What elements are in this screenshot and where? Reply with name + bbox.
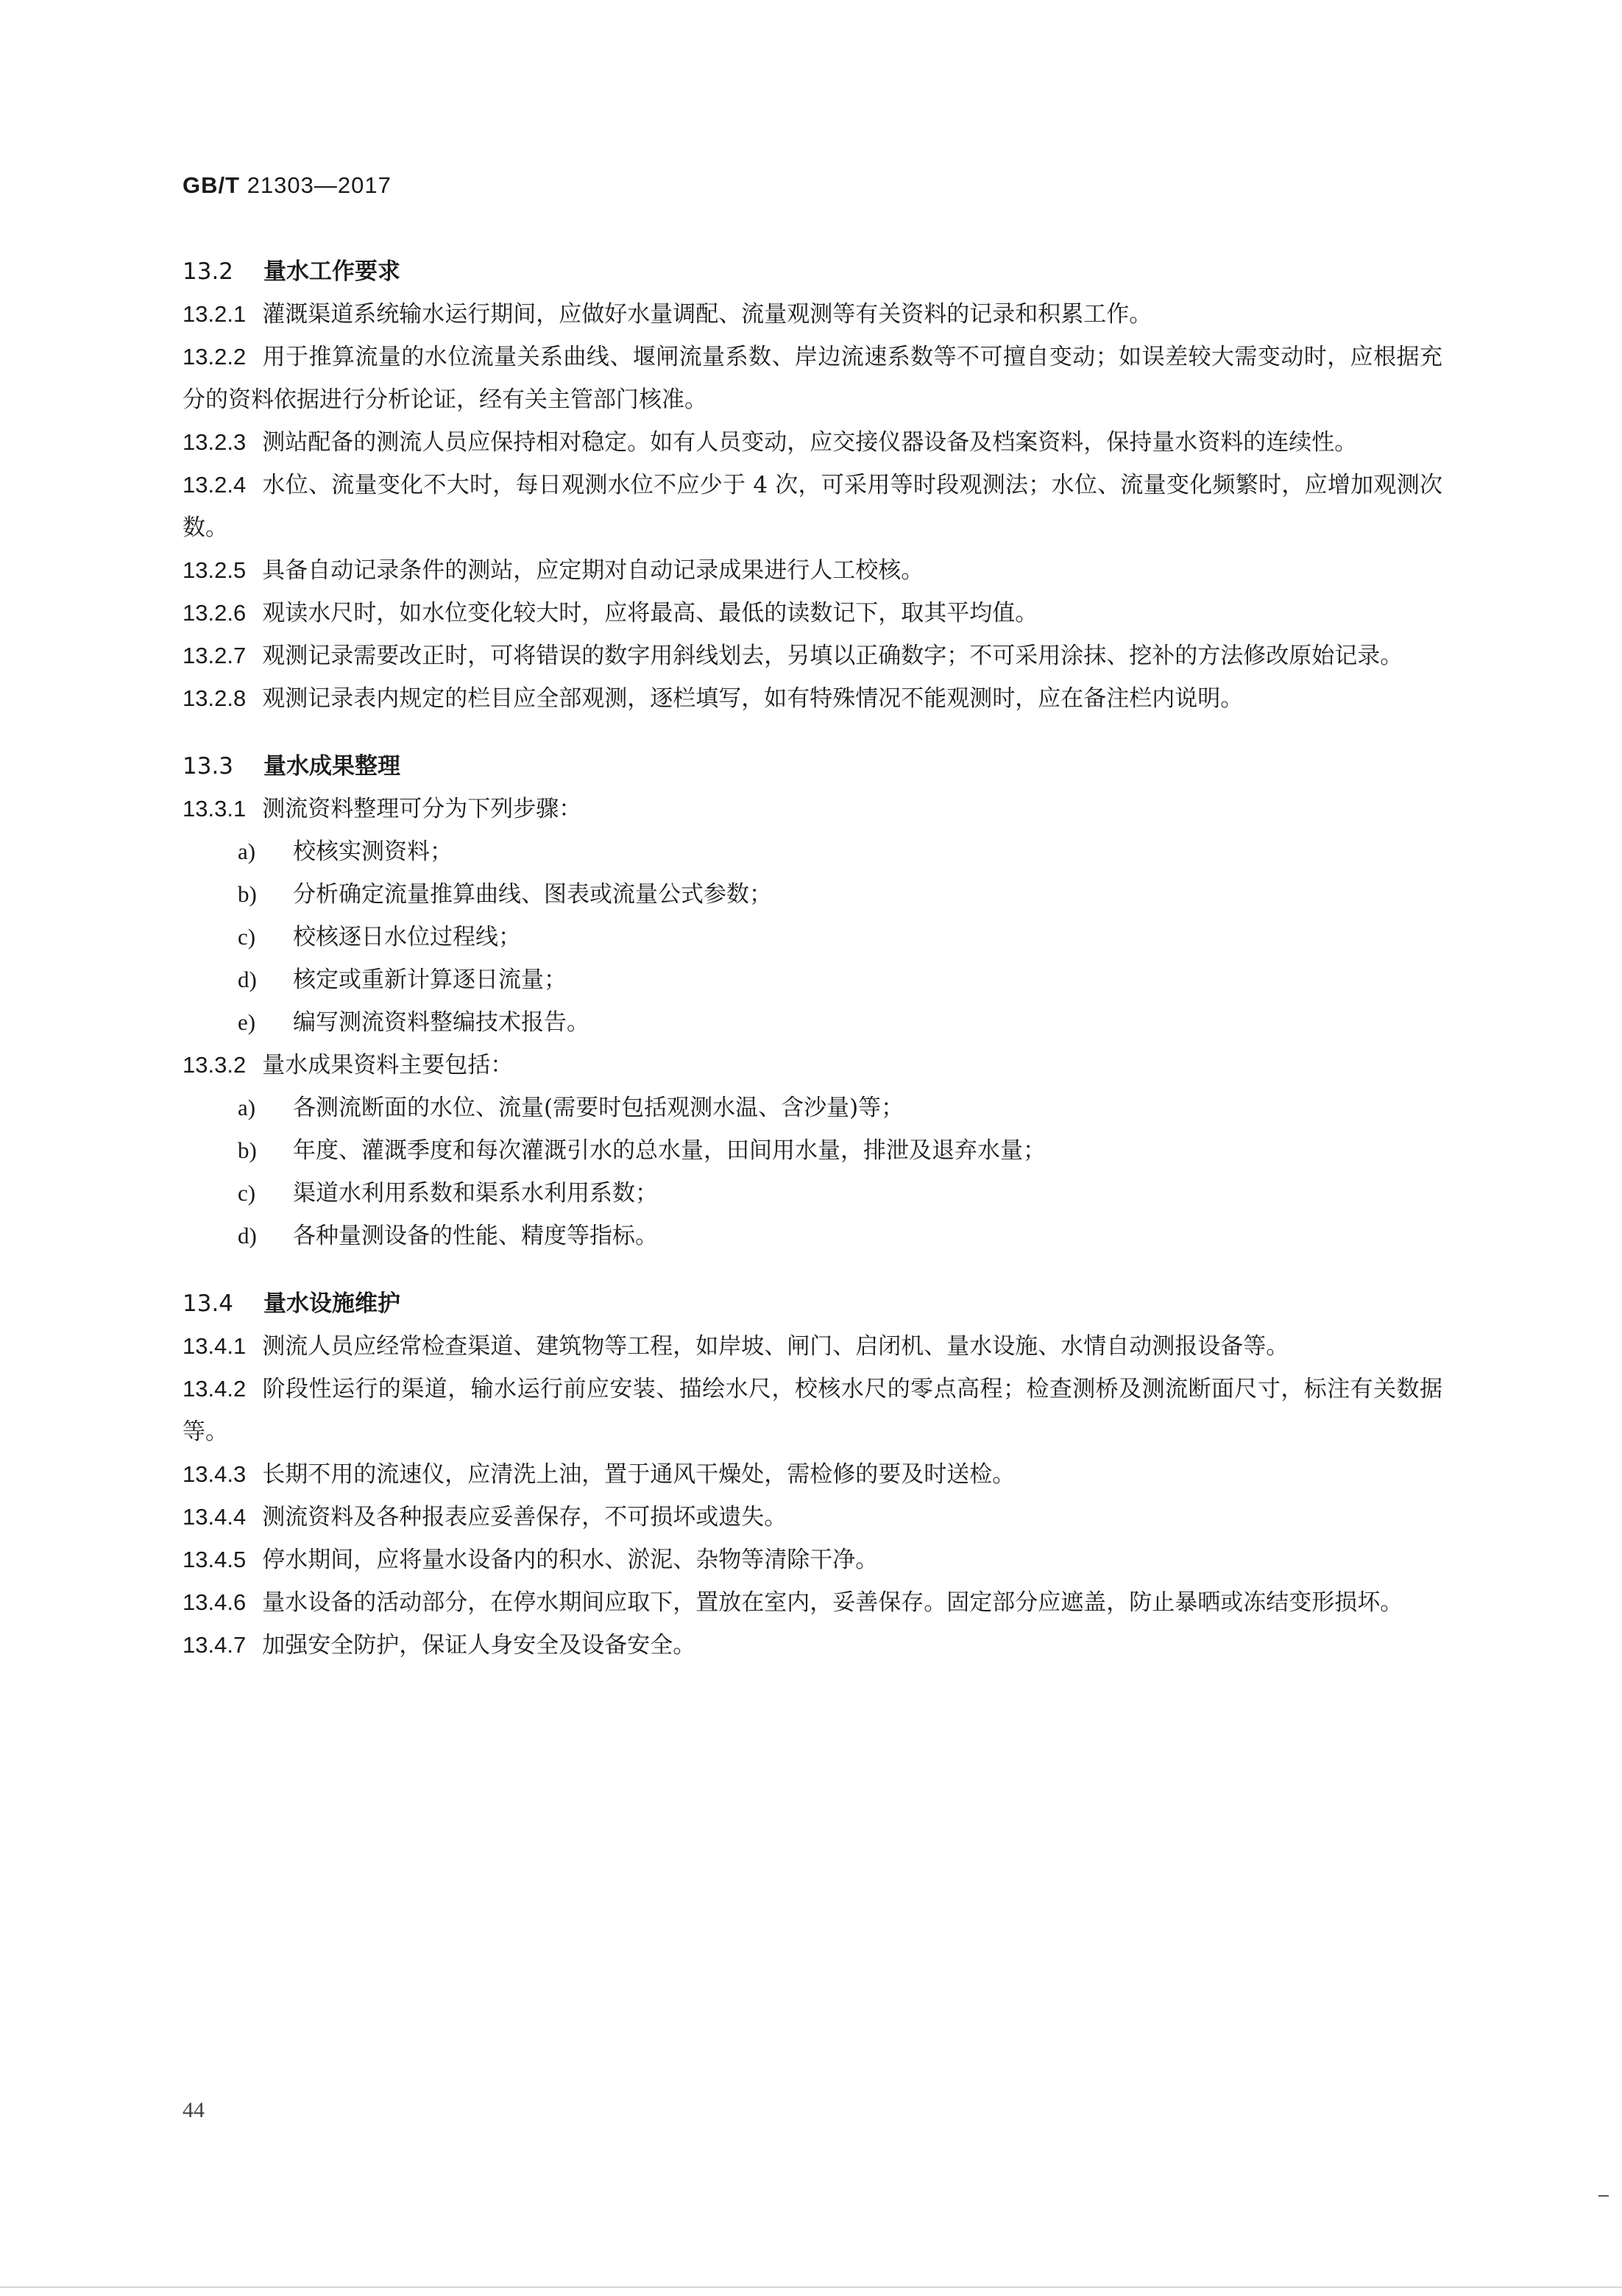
clause-number: 13.2.6	[183, 600, 247, 626]
clause-paragraph	[183, 549, 1442, 592]
clause-number: 13.2.7	[183, 643, 247, 668]
section-title: 量水成果整理	[263, 753, 400, 780]
list-item-text: 渠道水利用系数和渠系水利用系数；	[293, 1180, 658, 1207]
clause-text: 测流人员应经常检查渠道、建筑物等工程，如岸坡、闸门、启闭机、量水设施、水情自动测报设备等。	[262, 1333, 1289, 1360]
list-item-text: 年度、灌溉季度和每次灌溉引水的总水量，田间用水量，排泄及退弃水量；	[293, 1137, 1046, 1164]
list-item	[183, 1215, 1442, 1257]
clause-paragraph	[183, 1624, 1442, 1667]
list-item-text: 校核逐日水位过程线；	[293, 924, 521, 950]
section-heading	[183, 745, 1442, 788]
clause-number: 13.2.1	[183, 301, 247, 327]
clause-text: 观测记录表内规定的栏目应全部观测，逐栏填写，如有特殊情况不能观测时，应在备注栏内说明。	[262, 685, 1244, 712]
clause-text: 量水成果资料主要包括：	[262, 1052, 514, 1078]
clause-number: 13.4.3	[183, 1461, 247, 1487]
list-item	[183, 1172, 1442, 1215]
standard-number: 21303—2017	[247, 172, 392, 198]
list-item-text: 分析确定流量推算曲线、图表或流量公式参数；	[293, 881, 772, 908]
clause-text: 阶段性运行的渠道，输水运行前应安装、描绘水尺，校核水尺的零点高程；检查测桥及测流断面尺寸，标注有关数据等。	[183, 1376, 1442, 1445]
clause-paragraph	[183, 635, 1442, 677]
list-item-label: d)	[238, 1223, 257, 1248]
clause-text: 停水期间，应将量水设备内的积水、淤泥、杂物等清除干净。	[262, 1547, 879, 1573]
list-item-label: b)	[238, 1137, 257, 1163]
page-bottom-rule	[0, 2286, 1622, 2288]
clause-text: 测流资料及各种报表应妥善保存，不可损坏或遗失。	[262, 1504, 787, 1530]
clause-number: 13.4.6	[183, 1589, 247, 1615]
list-item-label: a)	[238, 1095, 256, 1120]
list-item-text: 核定或重新计算逐日流量；	[293, 967, 567, 993]
list-item-text: 校核实测资料；	[293, 838, 453, 865]
section	[183, 250, 1442, 720]
edge-mark	[1598, 2195, 1609, 2197]
clause-number: 13.4.4	[183, 1504, 247, 1530]
clause-text: 量水设备的活动部分，在停水期间应取下，置放在室内，妥善保存。固定部分应遮盖，防止暴晒或冻结变形损坏。	[262, 1589, 1403, 1616]
clause-number: 13.4.1	[183, 1333, 247, 1359]
list-item	[183, 830, 1442, 873]
list-item-label: e)	[238, 1009, 256, 1035]
section-heading	[183, 1282, 1442, 1325]
clause-text: 加强安全防护，保证人身安全及设备安全。	[262, 1632, 696, 1659]
clause-paragraph	[183, 421, 1442, 464]
list-item-text: 各种量测设备的性能、精度等指标。	[293, 1223, 658, 1249]
clause-number: 13.2.8	[183, 685, 247, 711]
clause-paragraph	[183, 1325, 1442, 1368]
clause-paragraph	[183, 788, 1442, 830]
clause-paragraph	[183, 336, 1442, 421]
list-item	[183, 1129, 1442, 1172]
clause-paragraph	[183, 464, 1442, 549]
clause-paragraph	[183, 1044, 1442, 1087]
clause-number: 13.2.5	[183, 557, 247, 583]
clause-number: 13.4.7	[183, 1632, 247, 1658]
clause-text: 观测记录需要改正时，可将错误的数字用斜线划去，另填以正确数字；不可采用涂抹、挖补的方法修改原始记录。	[262, 643, 1403, 669]
list-item	[183, 1087, 1442, 1129]
list-item-text: 编写测流资料整编技术报告。	[293, 1009, 589, 1036]
list-item	[183, 873, 1442, 916]
list-item-label: a)	[238, 838, 256, 864]
clause-text: 用于推算流量的水位流量关系曲线、堰闸流量系数、岸边流速系数等不可擅自变动；如误差较大需变动时，应根据充分的资料依据进行分析论证，经有关主管部门核准。	[183, 344, 1442, 413]
section-number: 13.3	[183, 753, 234, 780]
list-item	[183, 958, 1442, 1001]
list-item-label: c)	[238, 924, 256, 950]
clause-text: 具备自动记录条件的测站，应定期对自动记录成果进行人工校核。	[262, 557, 924, 584]
clause-text: 长期不用的流速仪，应清洗上油，置于通风干燥处，需检修的要及时送检。	[262, 1461, 1016, 1488]
clause-paragraph	[183, 1539, 1442, 1581]
clause-paragraph	[183, 1453, 1442, 1496]
clause-text: 测流资料整理可分为下列步骤：	[262, 796, 582, 822]
list-item	[183, 916, 1442, 958]
clause-paragraph	[183, 1368, 1442, 1453]
clause-text: 灌溉渠道系统输水运行期间，应做好水量调配、流量观测等有关资料的记录和积累工作。	[262, 301, 1152, 328]
list-item-label: b)	[238, 881, 257, 907]
page-number: 44	[183, 2098, 205, 2122]
clause-paragraph	[183, 293, 1442, 336]
document-body	[183, 250, 1442, 1692]
clause-text: 水位、流量变化不大时，每日观测水位不应少于 4 次，可采用等时段观测法；水位、流量变化频繁时，应增加观测次数。	[183, 472, 1442, 541]
clause-paragraph	[183, 1496, 1442, 1539]
list-item-label: c)	[238, 1180, 256, 1206]
clause-paragraph	[183, 1581, 1442, 1624]
list-item-text: 各测流断面的水位、流量(需要时包括观测水温、含沙量)等；	[293, 1095, 904, 1121]
section	[183, 745, 1442, 1257]
section-title: 量水工作要求	[263, 258, 400, 285]
clause-text: 观读水尺时，如水位变化较大时，应将最高、最低的读数记下，取其平均值。	[262, 600, 1038, 626]
clause-number: 13.3.2	[183, 1052, 247, 1078]
clause-number: 13.4.5	[183, 1547, 247, 1572]
clause-number: 13.3.1	[183, 796, 247, 822]
section-number: 13.4	[183, 1290, 234, 1317]
clause-number: 13.2.2	[183, 344, 247, 370]
section-number: 13.2	[183, 258, 234, 285]
clause-number: 13.2.4	[183, 472, 247, 498]
section-title: 量水设施维护	[263, 1290, 400, 1317]
standard-code: GB/T	[183, 172, 241, 198]
section	[183, 1282, 1442, 1667]
list-item-label: d)	[238, 967, 257, 992]
clause-number: 13.4.2	[183, 1376, 247, 1402]
section-heading	[183, 250, 1442, 293]
list-item	[183, 1001, 1442, 1044]
clause-paragraph	[183, 677, 1442, 720]
clause-number: 13.2.3	[183, 429, 247, 455]
clause-text: 测站配备的测流人员应保持相对稳定。如有人员变动，应交接仪器设备及档案资料，保持量水资料的连续性。	[262, 429, 1358, 456]
clause-paragraph	[183, 592, 1442, 635]
document-header	[183, 172, 392, 199]
